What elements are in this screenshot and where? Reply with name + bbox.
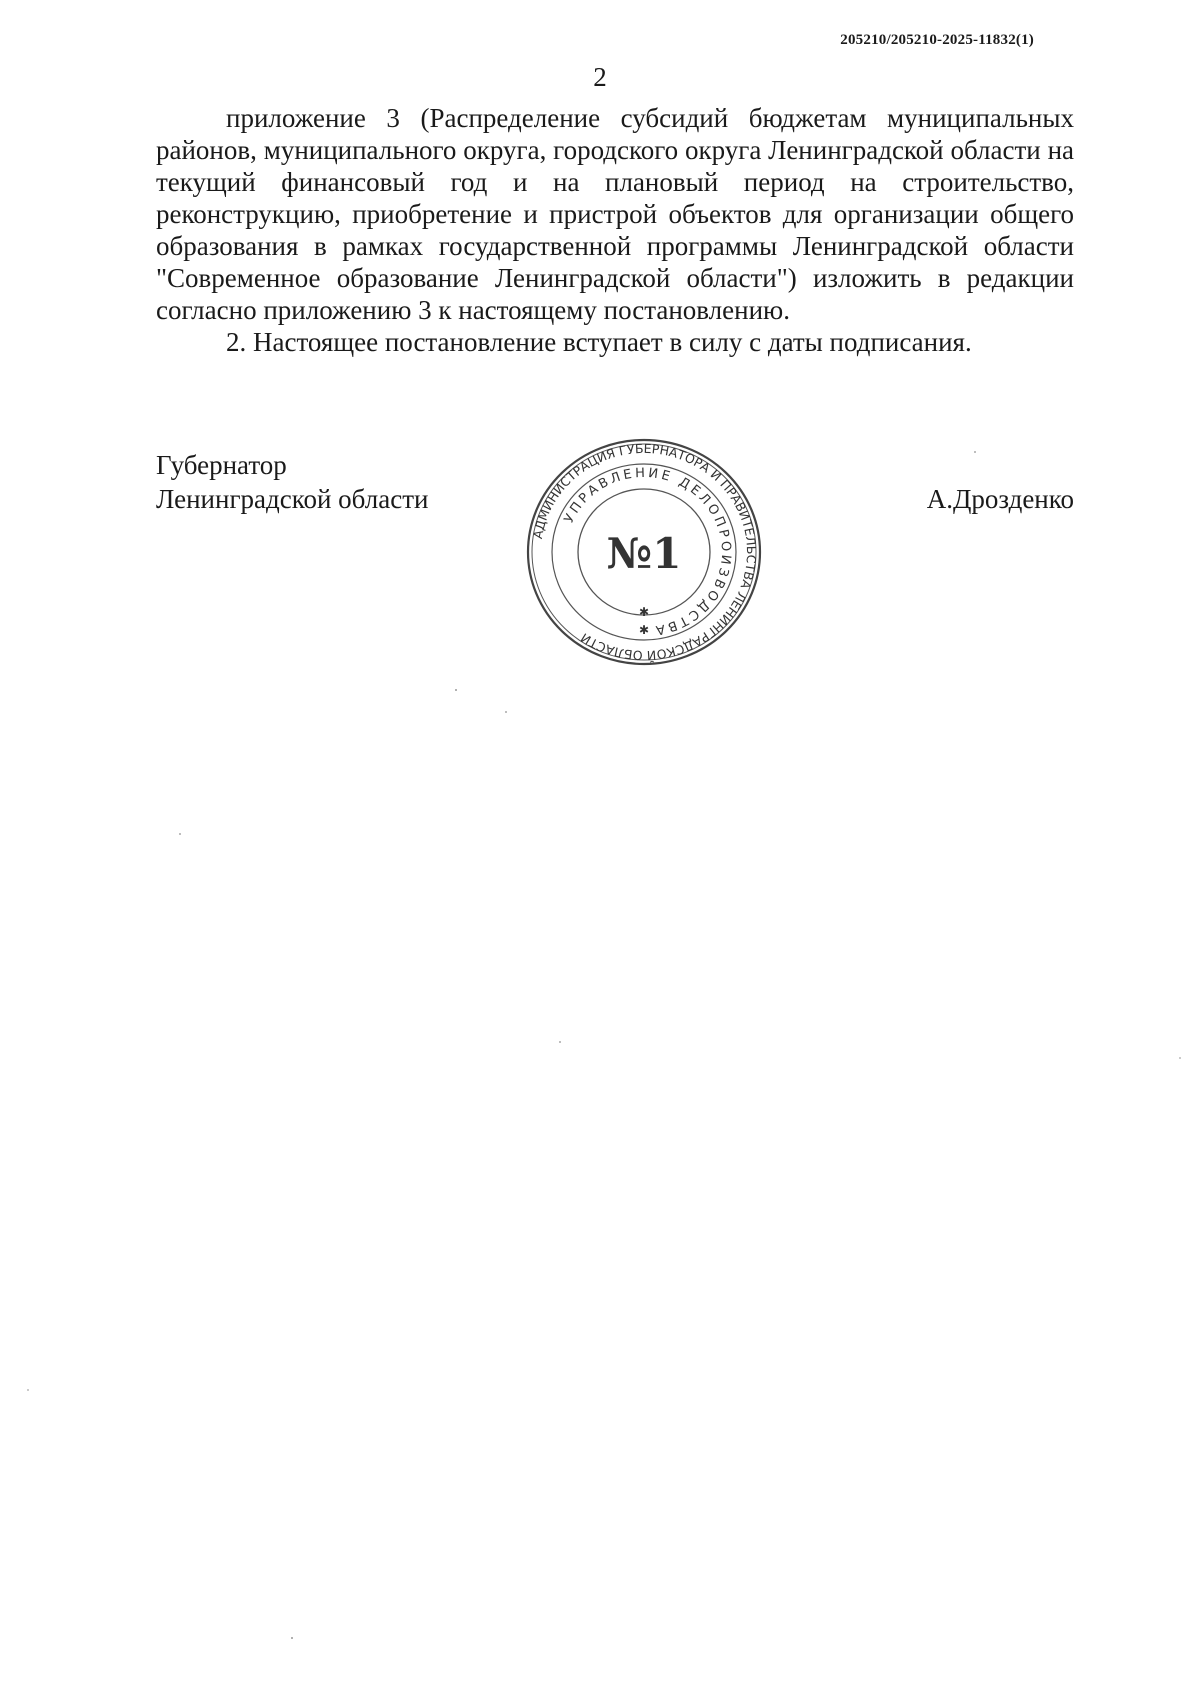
paragraph: приложение 3 (Распределение субсидий бюджетам муниципальных районов, муниципального округа, городского округа Ленинградской области на текущий финансовый год и на плановый период на строительство, реконструкцию, приобретение и пристрой объектов для организации общего образования в рамках государственной программы Ленинградской области "Современное образование Ленинградской области") изложить в редакции согласно приложению 3 к настоящему постановлению. (156, 103, 1074, 325)
signatory-position (156, 448, 428, 516)
stamp-seal-graphic (524, 436, 764, 668)
document-id: 205210/205210-2025-11832(1) (840, 32, 1034, 48)
official-stamp-seal (524, 436, 764, 668)
stamp-center-number: №1 (606, 529, 682, 578)
stamp-star-icon: ✱ (638, 605, 650, 619)
paragraph: 2. Настоящее постановление вступает в силу с даты подписания. (226, 327, 972, 357)
stamp-star-icon: ✱ (638, 623, 650, 637)
signatory-name: А.Дрозденко (926, 484, 1074, 514)
signatory-position-line: Губернатор (156, 450, 287, 480)
signatory-position-line: Ленинградской области (156, 484, 429, 514)
stamp-inner-text: УПРАВЛЕНИЕ ДЕЛОПРОИЗВОДСТВА (561, 465, 734, 638)
stamp-outer-text: АДМИНИСТРАЦИЯ ГУБЕРНАТОРА И ПРАВИТЕЛЬСТВА ЛЕНИНГРАДСКОЙ ОБЛАСТИ (529, 440, 760, 664)
body-text (156, 102, 1074, 358)
page-number: 2 (593, 62, 607, 92)
